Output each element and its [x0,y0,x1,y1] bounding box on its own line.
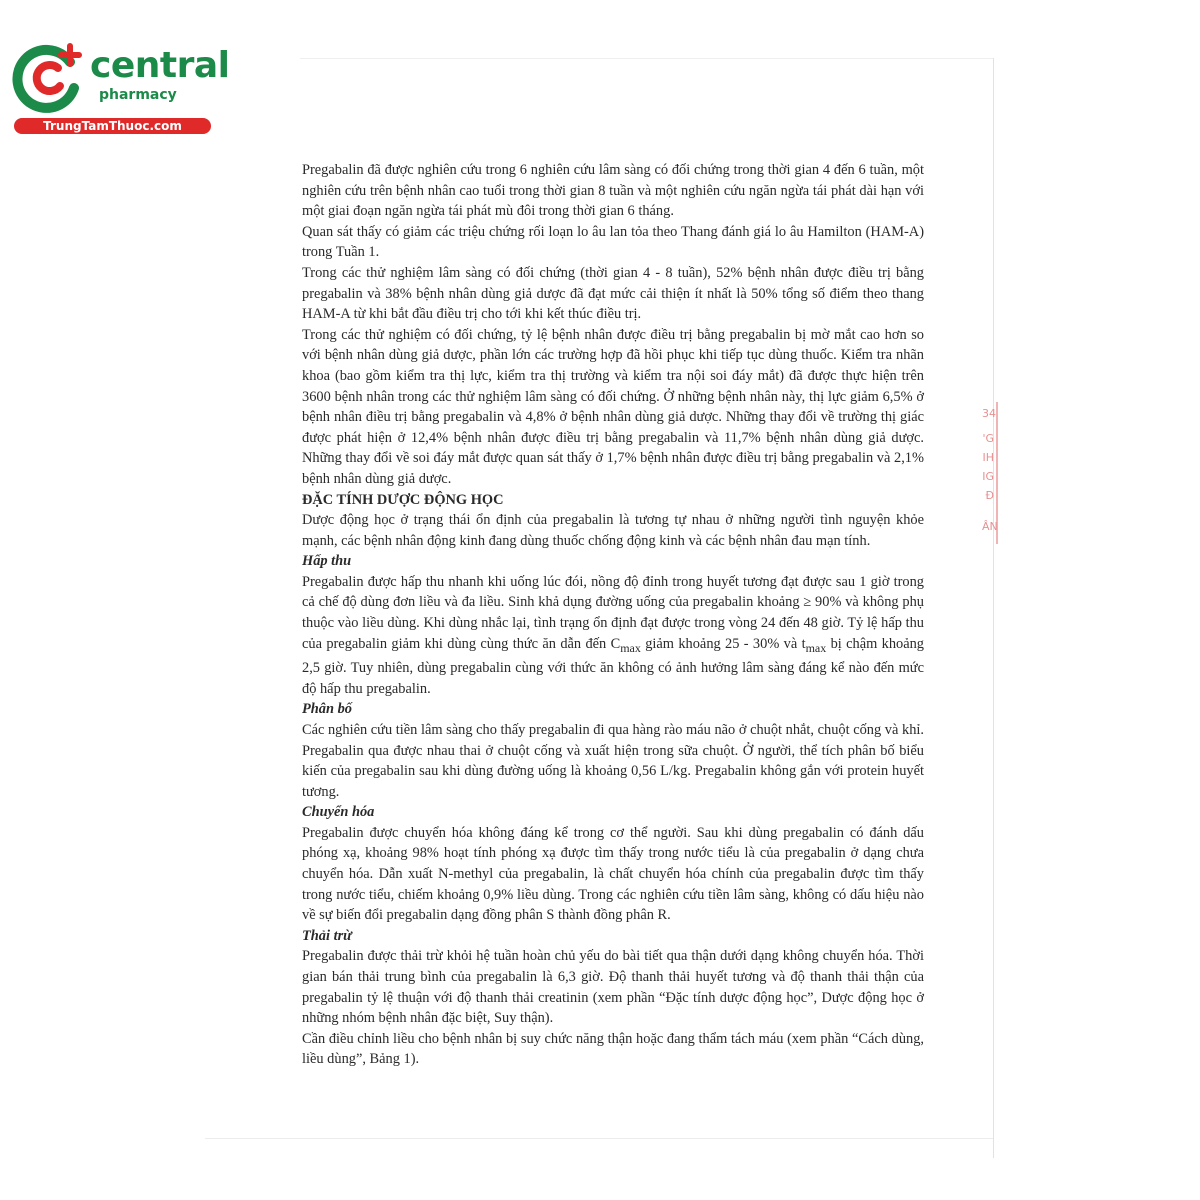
subheading-absorption: Hấp thu [302,553,352,570]
paragraph: Các nghiên cứu tiền lâm sàng cho thấy pregabalin đi qua hàng rào máu não ở chuột nhắt, chuột cống và khỉ. Pregabalin qua được nhau thai ở chuột cống và xuất hiện trong sữa chuột. Ở người, thể tích phân bố biểu kiến của pregabalin sau khi dùng đường uống là khoảng 0,56 L/kg. Pregabalin không gắn với protein huyết tương. [302,721,924,800]
logo-brand-text: central [90,45,230,86]
paragraph: Trong các thử nghiệm có đối chứng, tỷ lệ bệnh nhân được điều trị bằng pregabalin bị mờ mắt cao hơn so với bệnh nhân dùng giả dược, phần lớn các trường hợp đã hồi phục khi tiếp tục dùng thuốc. Kiểm tra nhãn khoa (bao gồm kiểm tra thị lực, kiểm tra thị trường và kiểm tra nội soi đáy mắt) đã được thực hiện trên 3600 bệnh nhân trong các thử nghiệm lâm sàng có đối chứng. Ở những bệnh nhân này, thị lực giảm 6,5% ở bệnh nhân điều trị bằng pregabalin và 4,8% ở bệnh nhân dùng giả dược. Những thay đổi về trường thị giác được phát hiện ở 12,4% bệnh nhân được điều trị bằng pregabalin và 11,7% bệnh nhân dùng giả dược. Những thay đổi về soi đáy mắt được quan sát thấy ở 1,7% bệnh nhân được điều trị bằng pregabalin và 2,1% bệnh nhân dùng giả dược. [302,326,924,487]
central-pharmacy-logo[interactable] [8,36,230,136]
text-run: bị chậm khoảng 2,5 giờ. Tuy nhiên, dùng pregabalin cùng với thức ăn không có ảnh hưởng lâm sàng đáng kể nào đến mức độ hấp thu pregabalin. [302,635,925,697]
subscript: max [620,640,641,655]
stamp-text: 34 [982,407,996,420]
pharmacy-cross-logo-icon [12,40,88,116]
margin-stamp-fragment [982,402,998,544]
paragraph: Pregabalin được chuyển hóa không đáng kể trong cơ thể người. Sau khi dùng pregabalin có đánh dấu phóng xạ, khoảng 98% hoạt tính phóng xạ được tìm thấy trong nước tiểu là của pregabalin ở dạng chưa chuyển hóa. Dẫn xuất N-methyl của pregabalin, là chất chuyển hóa chính của pregabalin được tìm thấy trong nước tiểu, chiếm khoảng 0,9% liều dùng. Trong các nghiên cứu tiền lâm sàng, không có dấu hiệu nào về sự biến đổi pregabalin dạng đồng phân S thành đồng phân R. [302,824,924,924]
paragraph: Quan sát thấy có giảm các triệu chứng rối loạn lo âu lan tỏa theo Thang đánh giá lo âu Hamilton (HAM-A) trong Tuần 1. [302,223,924,261]
paragraph: Cần điều chỉnh liều cho bệnh nhân bị suy chức năng thận hoặc đang thẩm tách máu (xem phần “Cách dùng, liều dùng”, Bảng 1). [302,1030,924,1068]
stamp-text: Đ [985,489,994,502]
paragraph [302,572,924,699]
paragraph: Pregabalin đã được nghiên cứu trong 6 nghiên cứu lâm sàng có đối chứng trong thời gian 4 đến 6 tuần, một nghiên cứu trên bệnh nhân cao tuổi trong thời gian 8 tuần và một nghiên cứu ngăn ngừa tái phát dài hạn với một giai đoạn ngăn ngừa tái phát mù đôi trong thời gian 6 tháng. [302,162,924,220]
stamp-text: IG [982,470,994,483]
subheading-metabolism: Chuyển hóa [302,804,375,821]
subscript: max [805,640,827,655]
subheading-distribution: Phân bố [302,701,352,718]
page-edge-bottom [205,1138,993,1139]
stamp-text: IH [982,451,994,464]
stamp-text: 'G [982,432,994,445]
paragraph: Trong các thử nghiệm lâm sàng có đối chứng (thời gian 4 - 8 tuần), 52% bệnh nhân được điều trị bằng pregabalin và 38% bệnh nhân dùng giả dược đã đạt mức cải thiện ít nhất là 50% tổng số điểm theo thang HAM-A từ khi bắt đầu điều trị cho tới khi kết thúc điều trị. [302,264,924,323]
logo-subtitle: pharmacy [99,87,177,103]
text-run: giảm khoảng 25 - 30% và t [640,635,806,652]
paragraph: Pregabalin được thải trừ khỏi hệ tuần hoàn chủ yếu do bài tiết qua thận dưới dạng không chuyển hóa. Thời gian bán thải trung bình của pregabalin là 6,3 giờ. Độ thanh thải huyết tương và độ thanh thải thận của pregabalin tỷ lệ thuận với độ thanh thải creatinin (xem phần “Đặc tính dược động học”, Dược động học ở những nhóm bệnh nhân đặc biệt, Suy thận). [302,948,924,1027]
paragraph: Dược động học ở trạng thái ổn định của pregabalin là tương tự nhau ở những người tình nguyện khỏe mạnh, các bệnh nhân động kinh đang dùng thuốc chống động kinh và các bệnh nhân đau mạn tính. [302,512,924,549]
logo-website-banner: TrungTamThuoc.com [14,118,211,134]
subheading-elimination: Thải trừ [302,927,352,944]
page-edge-top [300,58,993,59]
stamp-text: ÂN [982,520,998,533]
section-heading: ĐẶC TÍNH DƯỢC ĐỘNG HỌC [302,491,504,508]
text-run: Pregabalin được hấp thu nhanh khi uống lúc đói, nồng độ đỉnh trong huyết tương đạt được sau 1 giờ trong cả chế độ dùng đơn liều và đa liều. Sinh khả dụng đường uống của pregabalin khoảng ≥ 90% và không phụ thuộc vào liều dùng. Khi dùng nhắc lại, tình trạng ổn định đạt được trong vòng 24 đến 48 giờ. Tỷ lệ hấp thu của pregabalin giảm khi dùng cùng thức ăn dẫn đến C [302,573,924,652]
document-body [302,160,924,1070]
page-edge-right [993,58,994,1158]
